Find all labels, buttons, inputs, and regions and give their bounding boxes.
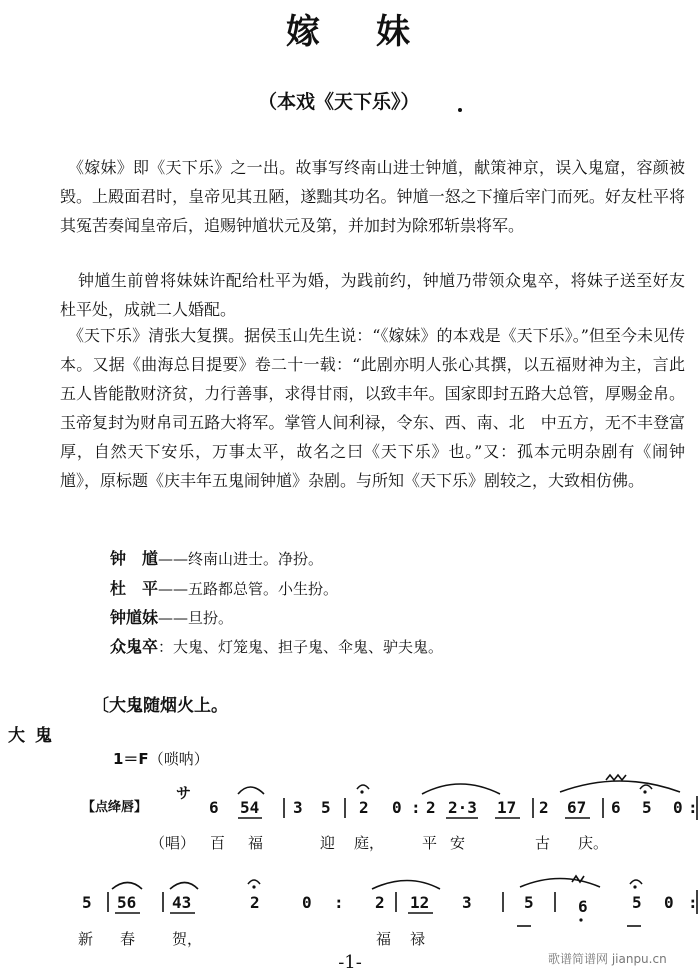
free-meter-mark: サ bbox=[176, 784, 192, 802]
note: 0 bbox=[392, 798, 402, 817]
fermata bbox=[357, 785, 369, 789]
note: 2 bbox=[359, 798, 369, 817]
lyric: 迎 bbox=[320, 834, 336, 852]
note: 3 bbox=[293, 798, 303, 817]
note: 12 bbox=[410, 893, 430, 912]
slur bbox=[560, 781, 680, 792]
cast-desc: ——终南山进士。净扮。 bbox=[158, 550, 324, 568]
lyric: 新 bbox=[78, 930, 94, 948]
tune-name: 【点绛唇】 bbox=[82, 800, 148, 815]
lyric: 贺， bbox=[172, 930, 203, 948]
key-value: 1＝F bbox=[113, 750, 149, 768]
cast-entry bbox=[110, 605, 233, 628]
stage-direction: 〔大鬼随烟火上。 bbox=[92, 696, 228, 716]
note: 67 bbox=[567, 798, 587, 817]
cast-desc: ——旦扮。 bbox=[158, 609, 234, 627]
cast-role: 钟馗妹 bbox=[110, 608, 159, 627]
note: 3 bbox=[462, 893, 472, 912]
repeat-colon: : bbox=[688, 893, 698, 912]
note: 6 bbox=[209, 798, 219, 817]
note: 6 bbox=[611, 798, 621, 817]
cast-role: 杜 平 bbox=[110, 579, 159, 598]
cast-entry bbox=[110, 634, 443, 657]
lyric: 福 bbox=[376, 930, 392, 948]
subtitle: （本戏《天下乐》） bbox=[258, 91, 420, 113]
note: 5 bbox=[524, 893, 534, 912]
note: 5 bbox=[642, 798, 652, 817]
note: 54 bbox=[240, 798, 260, 817]
slur bbox=[170, 883, 198, 890]
note: 43 bbox=[172, 893, 192, 912]
instrument-label: （唢呐） bbox=[148, 750, 209, 768]
slur bbox=[112, 883, 142, 890]
note: 2 bbox=[375, 893, 385, 912]
note: 17 bbox=[497, 798, 517, 817]
note: 2·3 bbox=[448, 798, 477, 817]
dot bbox=[633, 885, 636, 888]
dot bbox=[579, 918, 582, 921]
slur bbox=[422, 784, 500, 794]
speaker-label: 大鬼 bbox=[8, 726, 62, 746]
lyric: （唱） bbox=[150, 834, 196, 852]
trill-mark bbox=[572, 876, 584, 882]
note: 2 bbox=[539, 798, 549, 817]
repeat-colon: : bbox=[688, 798, 698, 817]
page-number: -1- bbox=[338, 952, 362, 973]
lyric: 平 bbox=[422, 834, 438, 852]
key-signature bbox=[113, 748, 209, 769]
lyric: 禄 bbox=[410, 930, 426, 948]
intro-paragraph-3: 《天下乐》清张大复撰。据侯玉山先生说：“《嫁妹》的本戏是《天下乐》。”但至今未见传本。又据《曲海总目提要》卷二十一载：“此剧亦明人张心其撰，以五福财神为主，言此五人皆能散财济贫，力行善事，求得甘雨，以致丰年。国家即封五路大总管，厚赐金帛。玉帝复封为财帛司五路大将军。掌管人间利禄，令东、西、南、北 中五方，无不丰登富厚，自然天下安乐，万事太平，故名之曰《天下乐》也。”又：孤本元明杂剧有《闹钟馗》，原标题《庆丰年五鬼闹钟馗》杂剧。与所知《天下乐》剧较之，大致相仿佛。 bbox=[60, 326, 685, 490]
intro-paragraph-2: 钟馗生前曾将妹妹许配给杜平为婚，为践前约，钟馗乃带领众鬼卒，将妹子送至好友杜平处，成就二人婚配。 bbox=[60, 271, 685, 319]
note: 0 bbox=[302, 893, 312, 912]
cast-desc: ：大鬼、灯笼鬼、担子鬼、伞鬼、驴夫鬼。 bbox=[158, 638, 444, 656]
intro-paragraph-1: 《嫁妹》即《天下乐》之一出。故事写终南山进士钟馗，献策神京，误入鬼窟，容颜被毁。上殿面君时，皇帝见其丑陋，遂黜其功名。钟馗一怒之下撞后宰门而死。好友杜平将其冤苦奏闻皇帝后，追赐钟馗状元及第，并加封为除邪斩祟将军。 bbox=[60, 158, 685, 235]
fermata bbox=[248, 880, 260, 884]
note: 2 bbox=[426, 798, 436, 817]
note: 56 bbox=[117, 893, 137, 912]
repeat-colon: : bbox=[334, 893, 344, 912]
dot bbox=[643, 790, 646, 793]
cast-role: 众鬼卒 bbox=[110, 637, 159, 656]
cast-role: 钟 馗 bbox=[110, 549, 159, 568]
fermata bbox=[630, 880, 642, 884]
lyric: 庆。 bbox=[578, 834, 609, 852]
watermark: 歌谱简谱网 jianpu.cn bbox=[548, 952, 667, 966]
lyric: 福 bbox=[248, 834, 264, 852]
cast-desc: ——五路都总管。小生扮。 bbox=[158, 580, 339, 598]
note: 5 bbox=[321, 798, 331, 817]
slur bbox=[520, 879, 600, 888]
repeat-colon: : bbox=[411, 798, 421, 817]
note: 0 bbox=[664, 893, 674, 912]
lyric: 安 bbox=[450, 834, 466, 852]
lyric: 庭， bbox=[354, 834, 385, 852]
fermata bbox=[640, 785, 652, 789]
note: 5 bbox=[632, 893, 642, 912]
cast-entry bbox=[110, 546, 323, 569]
stray-dot bbox=[458, 108, 462, 112]
note: 5 bbox=[82, 893, 92, 912]
slur bbox=[372, 881, 440, 890]
dot bbox=[252, 885, 255, 888]
page-title: 嫁 妹 bbox=[286, 12, 414, 52]
lyric: 古 bbox=[535, 834, 551, 852]
lyric: 春 bbox=[120, 930, 136, 948]
note: 6 bbox=[578, 897, 588, 916]
trill-mark bbox=[606, 775, 626, 780]
lyric: 百 bbox=[210, 834, 226, 852]
slur bbox=[238, 787, 264, 794]
note: 0 bbox=[673, 798, 683, 817]
dot bbox=[360, 790, 363, 793]
note: 2 bbox=[250, 893, 260, 912]
cast-entry bbox=[110, 576, 338, 599]
